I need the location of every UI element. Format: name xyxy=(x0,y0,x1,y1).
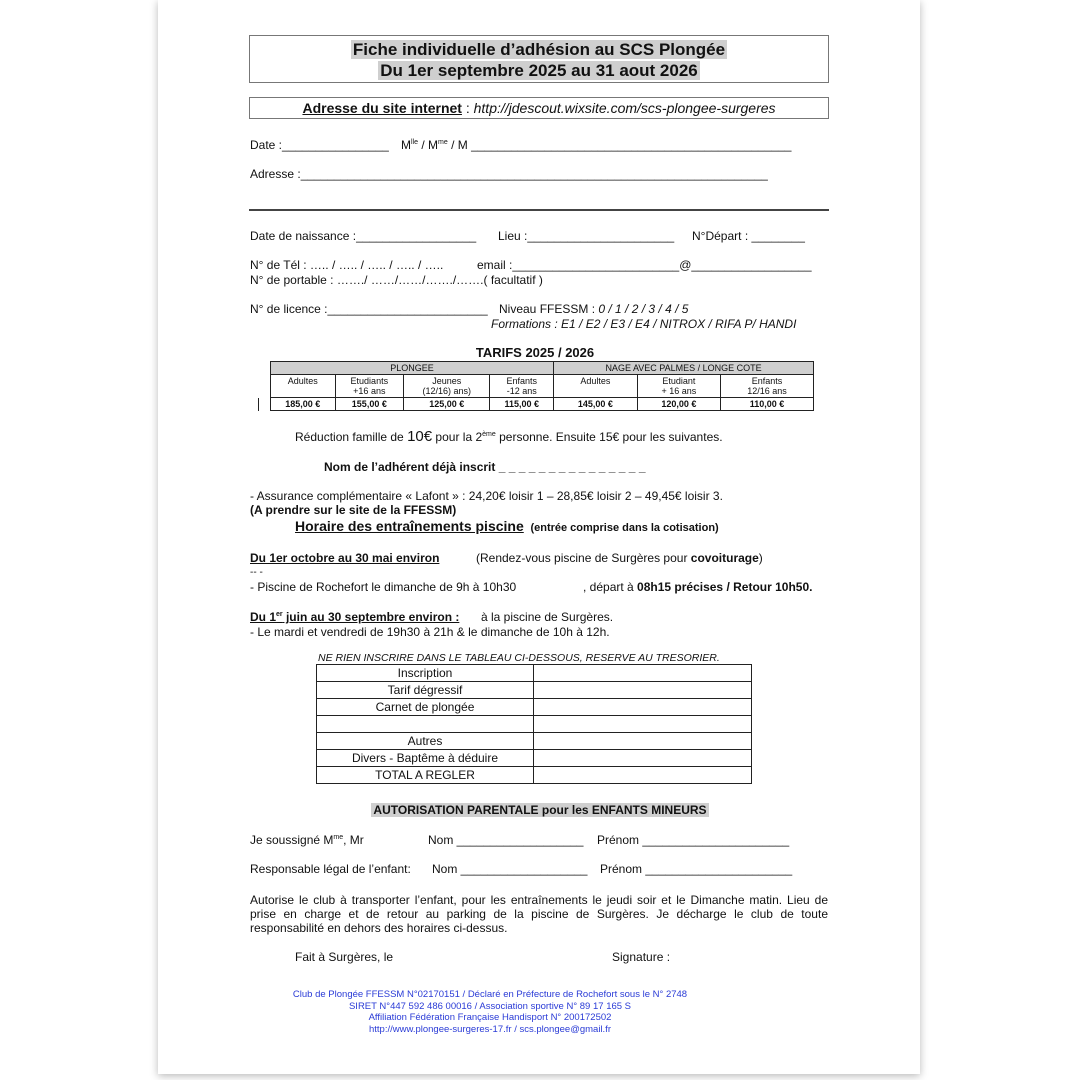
treso-row xyxy=(317,750,752,767)
assurance-note: (A prendre sur le site de la FFESSM) xyxy=(250,503,457,517)
depart-mid: / Retour xyxy=(723,580,776,594)
autorisation-title-text: AUTORISATION PARENTALE pour les ENFANTS MINEURS xyxy=(373,803,707,817)
treso-table xyxy=(316,664,752,784)
tarif-price: 145,00 € xyxy=(554,398,637,411)
nom-field-1[interactable]: Nom ___________________ xyxy=(428,833,584,847)
niveau-values: 0 / 1 / 2 / 3 / 4 / 5 xyxy=(598,302,689,316)
nom-field-2[interactable]: Nom ___________________ xyxy=(432,862,588,876)
reduction-mid: pour la 2 xyxy=(432,430,483,444)
tarifs-table xyxy=(258,361,814,411)
tarif-col-label: Enfants xyxy=(506,376,537,386)
treso-row xyxy=(317,767,752,784)
website-url[interactable]: http://jdescout.wixsite.com/scs-plongee-surgeres xyxy=(473,100,776,116)
tarif-col-sublabel: 12/16 ans xyxy=(747,386,787,396)
tarif-col-header xyxy=(721,375,814,398)
civility-sup-me: me xyxy=(438,139,448,146)
treso-label xyxy=(317,716,534,733)
tel-field[interactable]: N° de Tél : ….. / ….. / ….. / ….. / ….. xyxy=(250,258,444,272)
treso-value-cell xyxy=(534,682,752,699)
period2-pre: Du 1 xyxy=(250,610,277,624)
adresse-field[interactable]: Adresse :______________________________________________________________________ xyxy=(250,167,768,181)
horaire-title: Horaire des entraînements piscine xyxy=(295,518,524,534)
soussigne-line xyxy=(250,833,364,847)
period1-note xyxy=(476,551,763,565)
website-label: Adresse du site internet xyxy=(302,100,462,116)
civility-m: M xyxy=(401,138,411,152)
date-field[interactable]: Date :________________ xyxy=(250,138,389,152)
treso-value-cell xyxy=(534,699,752,716)
soussigne-pre: Je soussigné M xyxy=(250,833,334,847)
treso-value-cell xyxy=(534,716,752,733)
tarif-col-label: Etudiants xyxy=(350,376,389,386)
treso-row xyxy=(317,682,752,699)
civility-end: / M ________________________________________________ xyxy=(447,138,792,152)
rochefort-line: - Piscine de Rochefort le dimanche de 9h à 10h30 xyxy=(250,580,517,594)
treso-label: Inscription xyxy=(317,665,534,682)
tarif-col-label: Jeunes xyxy=(432,376,462,386)
treso-row xyxy=(317,733,752,750)
civility-sup-lle: lle xyxy=(411,139,419,146)
naissance-field[interactable]: Date de naissance :__________________ xyxy=(250,229,477,243)
treso-value-cell xyxy=(534,750,752,767)
group-nage: NAGE AVEC PALMES / LONGE COTE xyxy=(554,362,814,375)
signature-label[interactable]: Signature : xyxy=(612,950,671,964)
tarif-col-sublabel xyxy=(273,386,333,396)
website-sep: : xyxy=(461,100,474,116)
soussigne-post: , Mr xyxy=(343,833,364,847)
tarif-col-header xyxy=(490,375,554,398)
dashes: -- - xyxy=(250,567,263,578)
depart-field[interactable]: N°Départ : ________ xyxy=(692,229,805,243)
tarif-col-header xyxy=(335,375,404,398)
fait-a[interactable]: Fait à Surgères, le xyxy=(295,950,394,964)
reduction-post: personne. Ensuite 15€ pour les suivantes. xyxy=(495,430,723,444)
depart-bold: 08h15 précises xyxy=(637,580,724,594)
footer-line-2: SIRET N°447 592 486 00016 / Association sportive N° 89 17 165 S xyxy=(348,1000,632,1012)
prenom-field-2[interactable]: Prénom ______________________ xyxy=(600,862,793,876)
tarif-col-header xyxy=(404,375,490,398)
tarifs-corner xyxy=(259,362,271,375)
depart-info xyxy=(583,580,812,594)
tarif-col-sublabel: + 16 ans xyxy=(661,386,697,396)
horaire-note: (entrée comprise dans la cotisation) xyxy=(530,522,719,534)
tarif-price: 110,00 € xyxy=(721,398,814,411)
lieu-field[interactable]: Lieu :______________________ xyxy=(498,229,675,243)
adherent-field[interactable]: Nom de l’adhérent déjà inscrit _ _ _ _ _ _ _ _ _ _ _ _ _ _ _ xyxy=(324,460,646,474)
portable-field[interactable]: N° de portable : ……./ ……/……/……./…….( facultatif ) xyxy=(250,273,543,287)
email-field[interactable]: email :_________________________@__________________ xyxy=(477,258,812,272)
horaire-heading xyxy=(295,519,719,535)
period1-note-pre: (Rendez-vous piscine de Surgères pour xyxy=(476,551,691,565)
niveau-field xyxy=(499,302,688,316)
reduction-pre: Réduction famille de xyxy=(295,430,408,444)
treso-label: TOTAL A REGLER xyxy=(317,767,534,784)
assurance-line: - Assurance complémentaire « Lafont » : 24,20€ loisir 1 – 28,85€ loisir 2 – 49,45€ loisir 3. xyxy=(250,489,723,503)
retour-bold: 10h50. xyxy=(775,580,813,594)
period2-title xyxy=(250,610,459,624)
footer-line-4[interactable]: http://www.plongee-surgeres-17.fr / scs.plongee@gmail.fr xyxy=(369,1023,611,1035)
tarifs-title: TARIFS 2025 / 2026 xyxy=(475,345,595,360)
treso-label: Divers - Baptême à déduire xyxy=(317,750,534,767)
tarif-col-label: Adultes xyxy=(580,376,611,386)
treso-label: Carnet de plongée xyxy=(317,699,534,716)
tarif-price: 185,00 € xyxy=(271,398,336,411)
period2-post: juin au 30 septembre environ : xyxy=(282,610,460,624)
tarif-col-sublabel: (12/16) ans) xyxy=(422,386,471,396)
title-line-2: Du 1er septembre 2025 au 31 aout 2026 xyxy=(380,61,698,80)
tarif-col-label: Adultes xyxy=(287,376,318,386)
title-box xyxy=(249,35,829,83)
tarif-col-header xyxy=(637,375,720,398)
treso-label: Tarif dégressif xyxy=(317,682,534,699)
period2-sup: er xyxy=(276,611,283,618)
treso-value-cell xyxy=(534,767,752,784)
treso-value-cell xyxy=(534,665,752,682)
tarif-col-header xyxy=(271,375,336,398)
tarif-price: 155,00 € xyxy=(335,398,404,411)
prenom-field-1[interactable]: Prénom ______________________ xyxy=(597,833,790,847)
civility-field[interactable] xyxy=(401,138,791,152)
tarif-price: 115,00 € xyxy=(490,398,554,411)
divider xyxy=(249,209,829,211)
treso-row xyxy=(317,716,752,733)
footer xyxy=(250,989,730,1035)
tarif-col-sublabel xyxy=(556,386,634,396)
tarif-col-sublabel: +16 ans xyxy=(353,386,386,396)
group-plongee: PLONGEE xyxy=(271,362,554,375)
autorisation-paragraph: Autorise le club à transporter l’enfant, pour les entraînements le jeudi soir et le Dimanche matin. Lieu de prise en charge et de retour au parking de la piscine de Surgères. Je décharge le club de toute responsabilité en dehors des horaires ci-dessus. xyxy=(250,893,828,935)
tarif-price: 125,00 € xyxy=(404,398,490,411)
period1-note-bold: covoiturage xyxy=(690,551,759,565)
soussigne-sup: me xyxy=(333,834,344,841)
tarif-col-label: Enfants xyxy=(751,376,783,386)
formations-line: Formations : E1 / E2 / E3 / E4 / NITROX / RIFA P/ HANDI xyxy=(491,317,797,331)
tarif-col-label: Etudiant xyxy=(662,376,696,386)
treso-row xyxy=(317,699,752,716)
niveau-label: Niveau FFESSM : xyxy=(499,302,599,316)
period1-note-post: ) xyxy=(758,551,763,565)
tarifs-head-spacer xyxy=(259,375,271,398)
period2-place: à la piscine de Surgères. xyxy=(481,610,614,624)
civility-mid: / M xyxy=(418,138,439,152)
depart-pre: , départ à xyxy=(583,580,638,594)
reduction-amount: 10€ xyxy=(407,428,433,445)
period2-line: - Le mardi et vendredi de 19h30 à 21h & le dimanche de 10h à 12h. xyxy=(250,625,610,639)
treso-value-cell xyxy=(534,733,752,750)
title-line-1: Fiche individuelle d’adhésion au SCS Plongée xyxy=(352,40,726,59)
footer-line-1: Club de Plongée FFESSM N°02170151 / Déclaré en Préfecture de Rochefort sous le N° 2748 xyxy=(292,989,688,1000)
tarif-col-sublabel: -12 ans xyxy=(506,386,537,396)
tarifs-price-spacer xyxy=(259,398,271,411)
website-box xyxy=(249,97,829,119)
reduction-line xyxy=(295,430,723,444)
footer-line-3: Affiliation Fédération Française Handisport N° 200172502 xyxy=(368,1012,612,1023)
treso-row xyxy=(317,665,752,682)
tarif-col-header xyxy=(554,375,637,398)
treso-label: Autres xyxy=(317,733,534,750)
licence-field[interactable]: N° de licence :________________________ xyxy=(250,302,488,316)
autorisation-title xyxy=(250,803,830,817)
treso-caption: NE RIEN INSCRIRE DANS LE TABLEAU CI-DESSOUS, RESERVE AU TRESORIER. xyxy=(318,652,720,664)
tarif-price: 120,00 € xyxy=(637,398,720,411)
responsable-label: Responsable légal de l’enfant: xyxy=(250,862,411,876)
period1-title: Du 1er octobre au 30 mai environ xyxy=(250,551,440,565)
reduction-sup: ème xyxy=(482,431,496,438)
